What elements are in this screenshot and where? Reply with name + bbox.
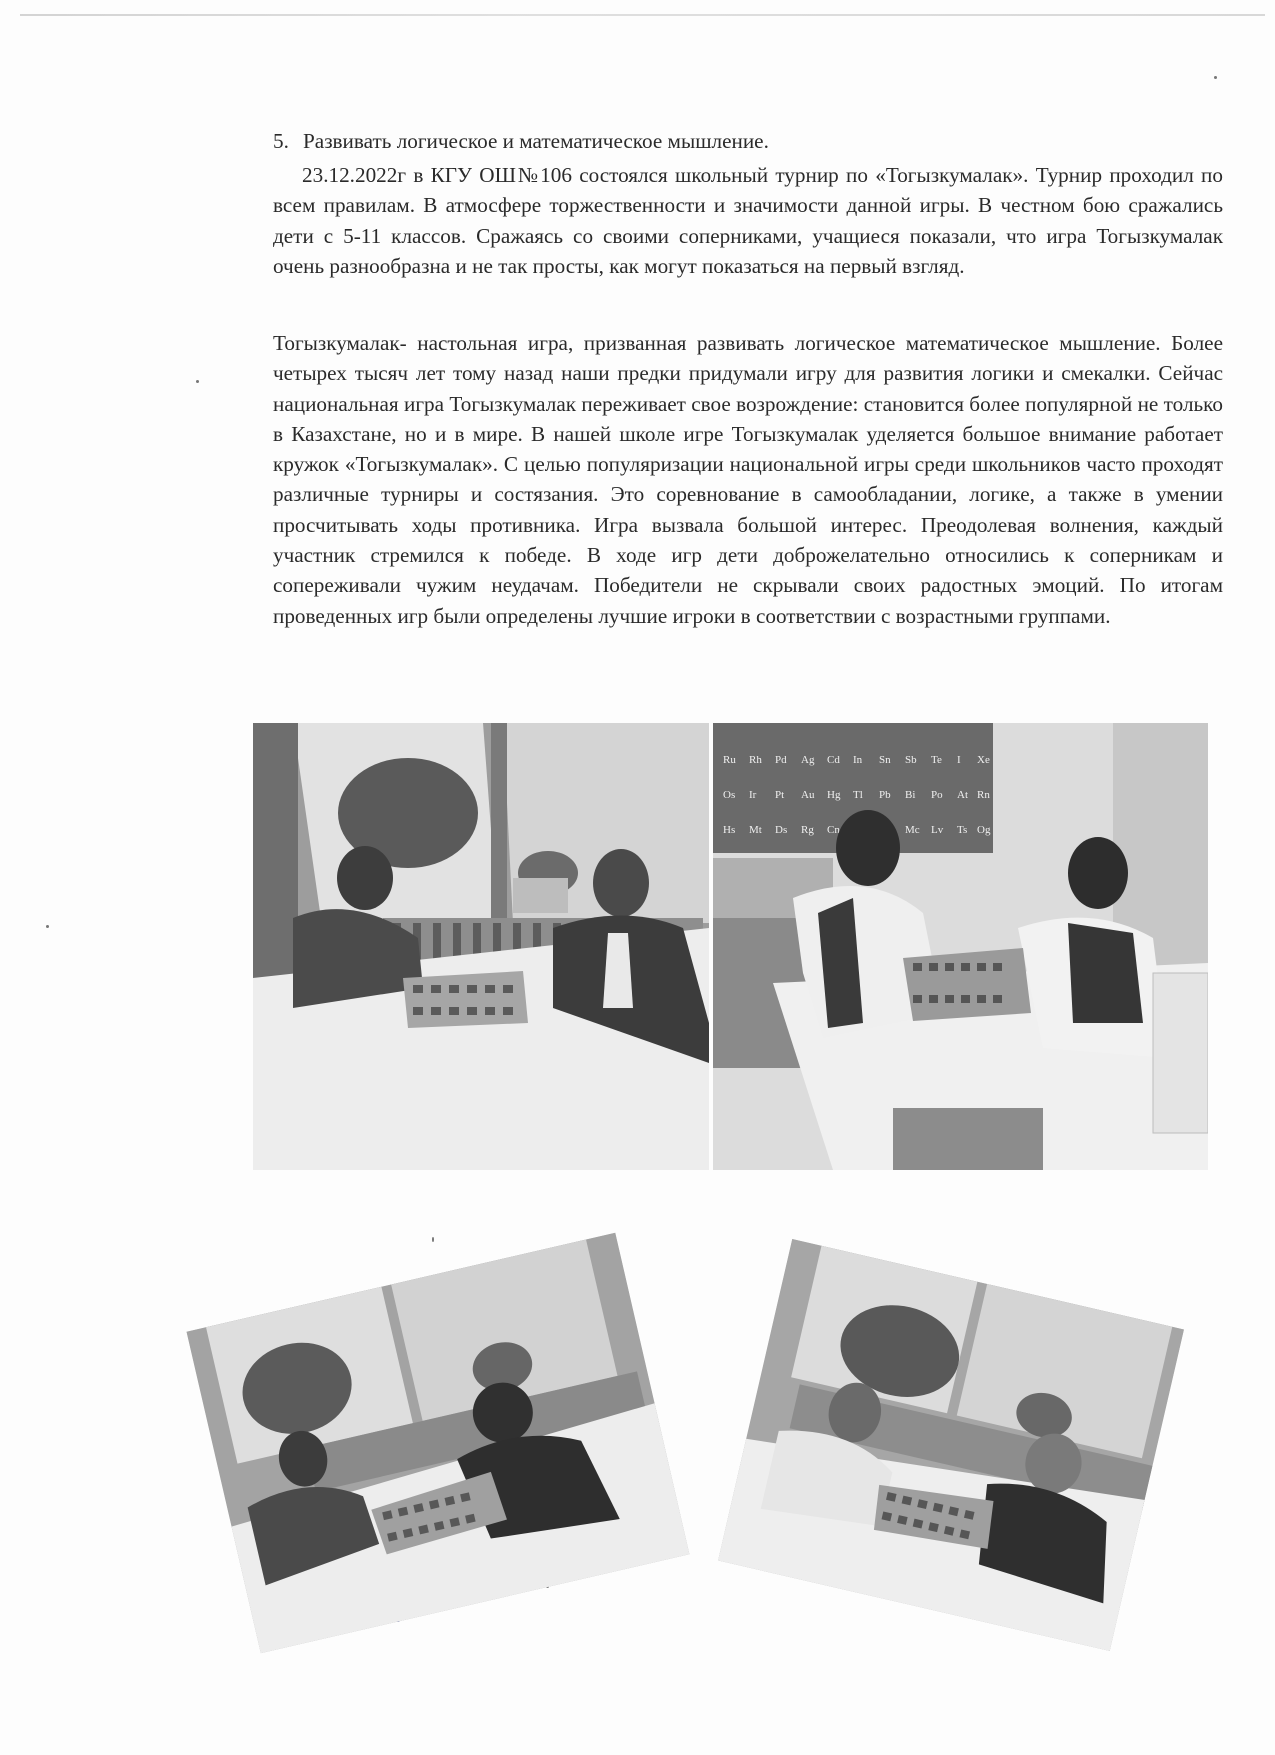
pt-cell: Os	[723, 789, 736, 801]
pt-cell: Hs	[723, 824, 736, 836]
pt-cell: Sb	[905, 754, 917, 766]
pt-cell: Mt	[749, 824, 762, 836]
pt-cell: Sn	[879, 754, 891, 766]
pt-cell: Rg	[801, 824, 814, 836]
pt-cell: Pd	[775, 754, 787, 766]
pt-cell: Cd	[827, 754, 840, 766]
paragraph-2-text: Тогызкумалак- настольная игра, призванная развивать логическое математическое мышление. Более четырех тысяч лет тому назад наши предки придумали игру для развития логики и смекалки. Сейчас национальная игра Тогызкумалак переживает свое возрождение: становится более популярной не только в Казахстане, но и в мире. В нашей школе игре Тогызкумалак уделяется большое внимание работает кружок «Тогызкумалак». С целью популяризации национальной игры среди школьников часто проходят различные турниры и состязания. Это соревнование в самообладании, логике, а также в умении просчитывать ходы противника. Игра вызвала большой интерес. Преодолевая волнения, каждый участник стремился к победе. В ходе игр дети доброжелательно относились к соперникам и сопереживали чужим неудачам. Победители не скрывали своих радостных эмоций. По итогам проведенных игр были определены лучшие игроки в соответствии с возрастными группами.	[273, 331, 1223, 628]
pt-cell: Lv	[931, 824, 944, 836]
pt-cell: Po	[931, 789, 943, 801]
paragraph-tournament	[273, 160, 1223, 281]
paragraph-1-text: 23.12.2022г в КГУ ОШ№106 состоялся школьный турнир по «Тогызкумалак». Турнир проходил по всем правилам. В атмосфере торжественности и значимости данной игры. В честном бою сражались дети с 5-11 классов. Сражаясь со своими соперниками, учащиеся показали, что игра Тогызкумалак очень разнообразна и не так просты, как могут показаться на первый взгляд.	[273, 163, 1223, 278]
pt-cell: Te	[931, 754, 942, 766]
scan-speck	[1214, 76, 1217, 79]
pt-cell: Og	[977, 824, 991, 836]
pt-cell: Tl	[853, 789, 863, 801]
pt-cell: In	[853, 754, 863, 766]
pt-cell: Ag	[801, 754, 815, 766]
pt-cell: Cn	[827, 824, 840, 836]
photo-boy-girl-playing	[187, 1233, 690, 1654]
pt-cell: Ds	[775, 824, 788, 836]
pt-cell: Rn	[977, 789, 990, 801]
photo-girls-playing	[718, 1239, 1184, 1651]
pt-cell: Ir	[749, 789, 757, 801]
list-item-number: 5.	[273, 129, 289, 153]
pt-cell: I	[957, 754, 961, 766]
pt-cell: Bi	[905, 789, 916, 801]
pt-cell: Pt	[775, 789, 785, 801]
scan-speck	[46, 925, 49, 928]
paragraph-game-description	[273, 328, 1223, 631]
scan-edge-line	[20, 14, 1265, 16]
photo-boys-playing-window	[253, 723, 709, 1170]
pt-cell: Ru	[723, 754, 736, 766]
pt-cell: At	[957, 789, 968, 801]
scan-speck	[432, 1237, 434, 1242]
pt-cell: Hg	[827, 789, 841, 801]
pt-cell: Au	[801, 789, 815, 801]
list-item-5	[273, 126, 1223, 156]
pt-cell: Xe	[977, 754, 990, 766]
photo-boys-playing-periodic-table	[713, 723, 1208, 1170]
scan-speck	[196, 380, 199, 383]
pt-cell: Pb	[879, 789, 891, 801]
pt-cell: Ts	[957, 824, 968, 836]
pt-cell: Rh	[749, 754, 762, 766]
pt-cell: Mc	[905, 824, 920, 836]
list-item-text: Развивать логическое и математическое мышление.	[303, 129, 769, 153]
